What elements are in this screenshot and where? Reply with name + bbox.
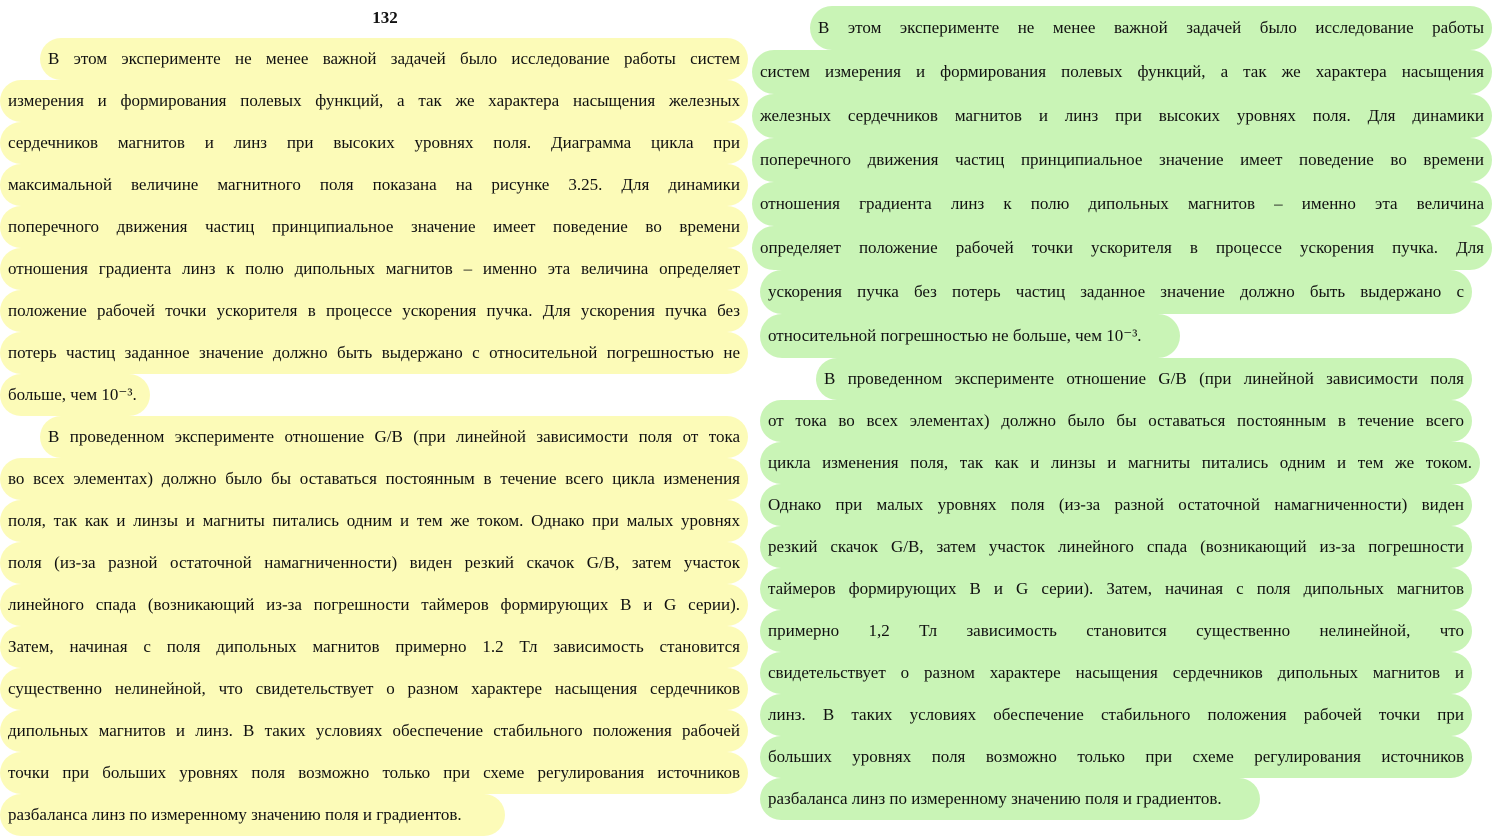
text-line: отношения градиента линз к полю дипольных магнитов – именно эта величина (752, 182, 1492, 226)
text-line: резкий скачок G/B, затем участок линейного спада (возникающий из-за погрешности (760, 526, 1472, 568)
text-line: В этом эксперименте не менее важной задачей было исследование работы систем (40, 38, 748, 80)
text-line: точки при больших уровнях поля возможно только при схеме регулирования источников (0, 752, 748, 794)
text-line: отношения градиента линз к полю дипольных магнитов – именно эта величина определяет (0, 248, 748, 290)
text-line: поперечного движения частиц принципиальное значение имеет поведение во времени (0, 206, 748, 248)
text-line: железных сердечников магнитов и линз при высоких уровнях поля. Для динамики (752, 94, 1492, 138)
text-line: поперечного движения частиц принципиальное значение имеет поведение во времени (752, 138, 1492, 182)
text-line: потерь частиц заданное значение должно быть выдержано с относительной погрешностью не (0, 332, 748, 374)
text-line: Однако при малых уровнях поля (из-за разной остаточной намагниченности) виден (760, 484, 1472, 526)
text-line: от тока во всех элементах) должно было бы оставаться постоянным в течение всего (760, 400, 1472, 442)
text-line: разбаланса линз по измеренному значению поля и градиентов. (0, 794, 505, 836)
text-line: линз. В таких условиях обеспечение стабильного положения рабочей точки при (760, 694, 1472, 736)
text-line: примерно 1,2 Тл зависимость становится существенно нелинейной, что (760, 610, 1472, 652)
text-line: поля, так как и линзы и магниты питались одним и тем же током. Однако при малых уровнях (0, 500, 748, 542)
text-line: определяет положение рабочей точки ускорителя в процессе ускорения пучка. Для (752, 226, 1492, 270)
text-line: цикла изменения поля, так как и линзы и магниты питались одним и тем же током. (760, 442, 1480, 484)
text-line: во всех элементах) должно было бы оставаться постоянным в течение всего цикла изменения (0, 458, 748, 500)
text-line: линейного спада (возникающий из-за погрешности таймеров формирующих B и G серии). (0, 584, 748, 626)
text-line: ускорения пучка без потерь частиц заданное значение должно быть выдержано с (760, 270, 1472, 314)
text-line: измерения и формирования полевых функций, а так же характера насыщения железных (0, 80, 748, 122)
text-line: В проведенном эксперименте отношение G/B (при линейной зависимости поля от тока (40, 416, 748, 458)
text-line: свидетельствует о разном характере насыщения сердечников дипольных магнитов и (760, 652, 1472, 694)
text-line: поля (из-за разной остаточной намагниченности) виден резкий скачок G/B, затем участок (0, 542, 748, 584)
page-number: 132 (372, 8, 398, 27)
left-text-panel (0, 38, 748, 836)
right-text-panel (752, 6, 1500, 820)
text-line: больше, чем 10⁻³. (0, 374, 150, 416)
text-line: В проведенном эксперименте отношение G/B (при линейной зависимости поля (816, 358, 1472, 400)
text-line: В этом эксперименте не менее важной задачей было исследование работы (810, 6, 1492, 50)
text-line: максимальной величине магнитного поля показана на рисунке 3.25. Для динамики (0, 164, 748, 206)
text-line: существенно нелинейной, что свидетельствует о разном характере насыщения сердечников (0, 668, 748, 710)
text-line: разбаланса линз по измеренному значению поля и градиентов. (760, 778, 1260, 820)
text-line: систем измерения и формирования полевых функций, а так же характера насыщения (752, 50, 1492, 94)
text-line: таймеров формирующих B и G серии). Затем, начиная с поля дипольных магнитов (760, 568, 1472, 610)
text-line: сердечников магнитов и линз при высоких уровнях поля. Диаграмма цикла при (0, 122, 748, 164)
text-line: больших уровнях поля возможно только при схеме регулирования источников (760, 736, 1472, 778)
text-line: относительной погрешностью не больше, чем 10⁻³. (760, 314, 1180, 358)
text-line: дипольных магнитов и линз. В таких условиях обеспечение стабильного положения рабочей (0, 710, 748, 752)
text-line: положение рабочей точки ускорителя в процессе ускорения пучка. Для ускорения пучка без (0, 290, 748, 332)
text-line: Затем, начиная с поля дипольных магнитов примерно 1.2 Тл зависимость становится (0, 626, 748, 668)
